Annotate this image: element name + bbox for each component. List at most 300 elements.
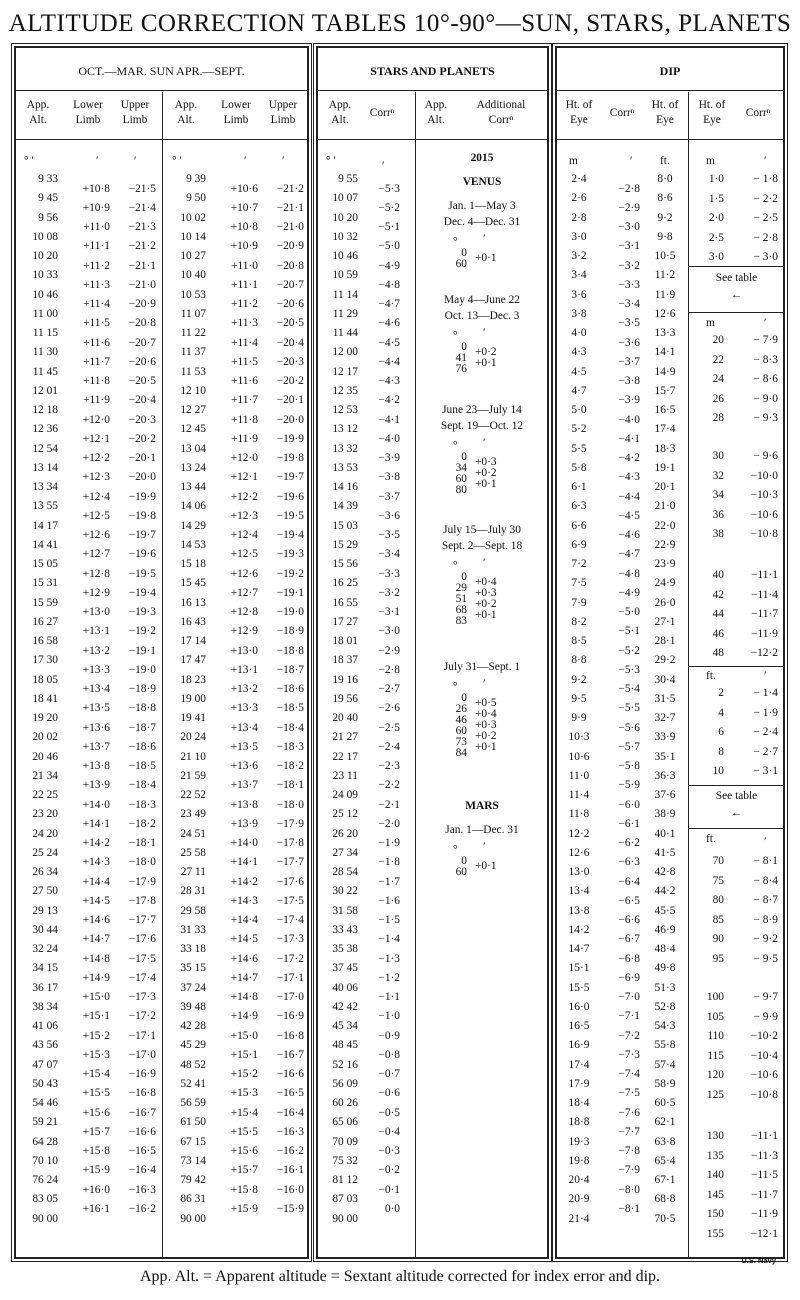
sun-oct-upper-corr: −18·5: [128, 760, 156, 773]
sun-apr-upper-corr: −20·9: [276, 240, 304, 253]
row-rule: [16, 90, 307, 91]
sun-apr-upper-corr: −20·2: [276, 375, 304, 388]
sun-apr-lower-corr: +13·2: [230, 683, 258, 696]
sun-apr-lower-corr: +11·6: [231, 375, 258, 388]
dip-height-ft-cell: 55·8: [654, 1039, 676, 1052]
venus-3-alt: 80: [455, 484, 467, 496]
sun-oct-upper-corr: −19·4: [128, 586, 156, 599]
dip-r6-height: 95: [712, 952, 724, 965]
sun-apr-upper-corr: −16·9: [276, 1010, 304, 1023]
dip-r7-corr: − 9·9: [753, 1010, 778, 1023]
sun-apr-lower-corr: +15·8: [230, 1183, 258, 1196]
stars-corr-cell: −4·1: [378, 413, 400, 426]
stars-alt-cell: 15 29: [332, 538, 358, 551]
stars-alt-cell: 12 17: [332, 365, 358, 378]
dip-r6-height: 90: [712, 933, 724, 945]
sun-oct-alt-cell: 54 46: [32, 1097, 58, 1109]
dip-r3-corr: −10·6: [750, 508, 778, 521]
sun-apr-alt-cell: 23 49: [180, 808, 206, 821]
sun-apr-upper-corr: −17·6: [276, 875, 304, 888]
dip-height-m-cell: 11·4: [568, 789, 590, 801]
sun-oct-lower-corr: +13·0: [82, 606, 110, 619]
stars-alt-cell: 16 25: [332, 577, 358, 590]
venus-4-alt: 83: [455, 615, 467, 627]
sun-oct-lower-corr: +13·8: [82, 760, 110, 773]
sun-apr-lower-corr: +10·9: [230, 240, 258, 253]
dip-height-m-cell: 13·8: [568, 904, 590, 917]
sun-apr-upper-corr: −19·1: [276, 586, 304, 599]
sun-oct-upper-limb-header-l1: Upper: [120, 99, 150, 111]
sun-apr-lower-corr: +12·8: [230, 606, 258, 619]
sun-apr-alt-cell: 17 47: [180, 654, 206, 667]
dip-r6-ft-unit: ft.: [706, 833, 716, 845]
dip-height-ft-cell: 17·4: [654, 423, 676, 436]
row-rule: [688, 785, 783, 786]
sun-apr-alt-cell: 17 14: [180, 635, 206, 647]
sun-apr-units: ° ′: [172, 155, 182, 167]
dip-ht-eye-m-header-l1: Ht. of: [565, 99, 593, 111]
dip-corr-right-header: Corrⁿ: [745, 107, 771, 119]
sun-apr-lower-corr: +11·4: [231, 336, 258, 349]
stars-corr-cell: −1·0: [378, 1010, 400, 1023]
venus-4-min-unit: ′: [483, 557, 486, 569]
sun-apr-alt-cell: 21 10: [180, 750, 206, 763]
stars-corr-cell: −3·9: [378, 452, 400, 465]
dip-height-m-cell: 9·2: [571, 673, 587, 686]
stars-alt-cell: 23 11: [332, 769, 358, 782]
sun-oct-lower-corr: +12·3: [82, 471, 110, 484]
sun-oct-lower-corr: +14·4: [82, 875, 110, 888]
dip-r2-height: 26: [712, 392, 724, 405]
sun-oct-alt-cell: 19 20: [32, 712, 58, 724]
stars-corr-cell: −5·3: [378, 182, 400, 195]
stars-corr-cell: −4·8: [378, 278, 400, 291]
dip-r3-height: 30: [712, 450, 724, 462]
venus-5-corr: +0·5: [475, 697, 497, 709]
dip-height-m-cell: 5·5: [571, 442, 587, 455]
venus-1-alt: 60: [455, 258, 467, 270]
sun-apr-alt-cell: 11 37: [180, 346, 206, 359]
dip-height-ft-cell: 18·3: [654, 442, 676, 455]
stars-corr-cell: −2·8: [378, 663, 400, 676]
dip-height-ft-cell: 65·4: [654, 1154, 676, 1167]
stars-alt-cell: 10 20: [332, 211, 358, 224]
sun-apr-lower-corr: +14·1: [230, 856, 258, 869]
sun-apr-alt-cell: 21 59: [180, 769, 206, 782]
sun-oct-lower-corr: +13·5: [82, 702, 110, 715]
stars-corr-cell: −4·6: [378, 317, 400, 330]
sun-apr-alt-cell: 12 27: [180, 404, 206, 416]
sun-oct-lower-corr: +12·8: [82, 567, 110, 580]
dip-r7-corr: − 9·7: [753, 991, 778, 1003]
mars-min-unit: ′: [483, 841, 486, 853]
venus-label: VENUS: [462, 176, 502, 188]
dip-height-m-cell: 10·3: [568, 731, 590, 744]
sun-apr-upper-corr: −16·3: [276, 1125, 304, 1138]
dip-height-m-cell: 17·4: [568, 1058, 590, 1071]
stars-corr-units: ′: [382, 160, 385, 172]
dip-r6-corr: − 8·4: [753, 874, 778, 887]
dip-r3-height: 38: [712, 528, 724, 540]
dip-corr-cell: −4·0: [618, 413, 640, 426]
sun-oct-upper-corr: −16·3: [128, 1183, 156, 1196]
dip-corr-cell: −6·5: [618, 894, 640, 907]
sun-oct-upper-corr: −17·7: [128, 914, 156, 927]
dip-r7-height: 115: [707, 1049, 724, 1062]
sun-apr-upper-corr: −16·4: [276, 1106, 304, 1119]
sun-oct-upper-corr: −16·5: [128, 1145, 156, 1158]
stars-alt-cell: 22 17: [332, 750, 358, 763]
dip-corr-cell: −5·5: [618, 702, 640, 715]
sun-apr-upper-corr: −21·0: [276, 221, 304, 234]
sun-apr-upper-corr: −17·1: [276, 971, 304, 984]
sun-header: OCT.—MAR. SUN APR.—SEPT.: [78, 64, 245, 78]
stars-alt-cell: 27 34: [332, 846, 358, 859]
sun-apr-upper-corr: −19·2: [276, 567, 304, 580]
stars-alt-cell: 15 56: [332, 558, 358, 570]
stars-alt-cell: 11 29: [332, 307, 358, 320]
dip-height-m-cell: 3·6: [571, 288, 587, 301]
dip-corr-cell: −7·4: [618, 1068, 640, 1081]
dip-corr-units: ′: [630, 155, 633, 167]
dip-height-m-cell: 19·8: [568, 1154, 590, 1167]
sun-apr-lower-corr: +15·5: [230, 1125, 258, 1138]
dip-corr-cell: −4·4: [618, 490, 640, 503]
sun-oct-alt-cell: 20 46: [32, 750, 58, 763]
sun-apr-lower-corr: +11·0: [231, 259, 258, 272]
sun-apr-alt-cell: 52 41: [180, 1077, 206, 1090]
dip-height-m-cell: 3·0: [571, 230, 587, 243]
sun-apr-lower-corr: +12·2: [230, 490, 258, 503]
stars-corr-cell: −4·9: [378, 259, 400, 272]
sun-apr-alt-cell: 9 39: [186, 173, 206, 185]
sun-apr-alt-cell: 10 14: [180, 230, 206, 243]
row-rule: [688, 266, 783, 267]
dip-height-m-cell: 9·9: [571, 712, 587, 724]
dip-corr-cell: −3·4: [618, 298, 640, 311]
dip-corr-cell: −7·1: [618, 1010, 640, 1023]
stars-corr-cell: −4·0: [378, 432, 400, 445]
dip-height-m-cell: 3·2: [571, 250, 587, 262]
dip-height-ft-cell: 29·2: [654, 654, 676, 667]
venus-2-alt: 41: [455, 352, 467, 364]
stars-corr-cell: −4·7: [378, 298, 400, 311]
sun-apr-alt-cell: 16 13: [180, 596, 206, 609]
stars-alt-cell: 65 06: [332, 1116, 358, 1129]
sun-apr-alt-cell: 39 48: [180, 1000, 206, 1013]
dip-height-m-cell: 15·1: [568, 962, 590, 975]
dip-height-m-cell: 20·9: [568, 1193, 590, 1206]
sun-apr-upper-corr: −17·5: [276, 894, 304, 907]
sun-oct-alt-cell: 11 30: [32, 346, 58, 359]
dip-corr-cell: −5·9: [618, 779, 640, 792]
dip-height-m-cell: 9·5: [571, 692, 587, 705]
dip-height-ft-cell: 8·6: [657, 192, 673, 205]
planets-app-alt-header-l1: App.: [424, 99, 448, 111]
stars-corr-cell: −0·4: [378, 1125, 400, 1138]
dip-height-m-cell: 11·8: [568, 808, 590, 821]
stars-alt-cell: 20 40: [332, 712, 358, 724]
dip-height-m-cell: 8·5: [571, 635, 587, 647]
sun-oct-alt-cell: 30 44: [32, 923, 58, 936]
mars-alt: 60: [455, 866, 467, 878]
dip-height-ft-cell: 38·9: [654, 808, 676, 821]
venus-2-date-range: May 4—June 22: [444, 294, 520, 306]
dip-corr-cell: −4·6: [618, 529, 640, 542]
sun-apr-upper-corr: −19·3: [276, 548, 304, 561]
venus-3-min-unit: ′: [483, 437, 486, 449]
venus-5-alt: 0: [461, 692, 467, 704]
sun-apr-alt-cell: 37 24: [180, 981, 206, 994]
dip-height-ft-cell: 33·9: [654, 731, 676, 744]
stars-corr-cell: −2·2: [378, 779, 400, 792]
sun-oct-upper-corr: −17·4: [128, 971, 156, 984]
dip-r5-corr: − 1·9: [753, 706, 778, 719]
sun-oct-lower-corr: +15·2: [82, 1029, 110, 1042]
sun-oct-upper-corr: −19·6: [128, 548, 156, 561]
sun-oct-lower-corr: +13·3: [82, 663, 110, 676]
dip-corr-cell: −7·9: [618, 1164, 640, 1177]
dip-r6-height: 70: [712, 855, 724, 867]
row-rule: [688, 828, 783, 829]
planets-additional-header: Additional: [476, 99, 526, 111]
venus-3-corr: +0·2: [475, 467, 497, 479]
venus-4-alt: 51: [455, 593, 467, 605]
sun-oct-lower-corr: +11·8: [83, 375, 110, 388]
sun-apr-alt-cell: 12 10: [180, 384, 206, 397]
column-rule: [415, 92, 416, 1257]
sun-apr-upper-corr: −18·1: [276, 779, 304, 792]
dip-height-ft-cell: 68·8: [654, 1193, 676, 1206]
sun-apr-upper-corr: −18·3: [276, 740, 304, 753]
sun-oct-alt-cell: 50 43: [32, 1077, 58, 1090]
dip-corr-cell: −2·8: [618, 182, 640, 195]
dip-corr-cell: −6·6: [618, 914, 640, 927]
stars-alt-cell: 35 38: [332, 943, 358, 955]
sun-oct-alt-cell: 17 30: [32, 654, 58, 667]
stars-corr-cell: −3·4: [378, 548, 400, 561]
mars-date-range: Jan. 1—Dec. 31: [445, 824, 519, 836]
row-rule: [318, 90, 547, 91]
dip-r2-height: 22: [712, 353, 724, 366]
sun-oct-lower-corr: +15·1: [82, 1010, 110, 1023]
dip-ht-eye-right-header-l1: Ht. of: [698, 99, 726, 111]
sun-oct-lower-corr: +16·1: [82, 1202, 110, 1215]
sun-apr-alt-cell: 10 53: [180, 288, 206, 301]
dip-height-m-cell: 2·8: [571, 211, 587, 224]
dip-corr-cell: −8·1: [618, 1202, 640, 1215]
dip-height-ft-cell: 57·4: [654, 1058, 676, 1071]
sun-oct-upper-corr: −17·1: [128, 1029, 156, 1042]
dip-corr-cell: −8·0: [618, 1183, 640, 1196]
sun-apr-app-alt-header-l1: App.: [174, 99, 198, 111]
sun-apr-alt-cell: 90 00: [180, 1212, 206, 1225]
sun-apr-lower-corr: +13·5: [230, 740, 258, 753]
dip-r3-corr: −10·0: [750, 469, 778, 482]
stars-corr-cell: −4·3: [378, 375, 400, 388]
dip-height-ft-cell: 52·8: [654, 1000, 676, 1013]
stars-alt-cell: 87 03: [332, 1193, 358, 1206]
dip-r4-height: 46: [712, 627, 724, 640]
sun-oct-alt-cell: 15 05: [32, 558, 58, 570]
dip-header: DIP: [659, 64, 681, 78]
dip-height-ft-cell: 22·0: [654, 519, 676, 532]
dip-height-m-cell: 13·4: [568, 885, 590, 898]
sun-oct-lower-limb-header-l2: Limb: [75, 114, 101, 126]
sun-oct-lower-corr: +11·0: [83, 221, 110, 234]
sun-apr-lower-corr: +12·9: [230, 625, 258, 638]
sun-oct-alt-cell: 9 45: [38, 192, 58, 205]
dip-corr-cell: −4·3: [618, 471, 640, 484]
sun-oct-upper-corr: −16·2: [128, 1202, 156, 1215]
sun-oct-lower-corr: +15·8: [82, 1145, 110, 1158]
dip-corr-cell: −6·4: [618, 875, 640, 888]
sun-apr-upper-corr: −18·7: [276, 663, 304, 676]
stars-corr-cell: −3·6: [378, 509, 400, 522]
sun-oct-upper-corr: −21·1: [128, 259, 156, 272]
sun-apr-lower-corr: +12·3: [230, 509, 258, 522]
sun-apr-lower-corr: +14·6: [230, 952, 258, 965]
dip-corr-cell: −7·7: [618, 1125, 640, 1138]
stars-alt-cell: 40 06: [332, 981, 358, 994]
sun-oct-upper-corr: −16·7: [128, 1106, 156, 1119]
sun-oct-upper-corr: −18·0: [128, 856, 156, 869]
sun-apr-upper-corr: −20·1: [276, 394, 304, 407]
stars-corr-cell: −1·2: [378, 971, 400, 984]
dip-r1-height: 2·0: [708, 212, 724, 224]
stars-app-alt-header-l2: Alt.: [331, 114, 349, 126]
sun-oct-lower-corr: +11·2: [83, 259, 110, 272]
sun-apr-lower-corr: +11·9: [231, 432, 258, 445]
dip-r2-corr: − 9·0: [753, 392, 778, 405]
sun-apr-upper-corr: −16·8: [276, 1029, 304, 1042]
stars-corr-cell: −3·3: [378, 567, 400, 580]
dip-r5-height: 2: [718, 687, 724, 699]
sun-oct-lower-corr: +10·9: [82, 201, 110, 214]
dip-r5-ft-unit: ft.: [706, 670, 716, 682]
sun-oct-upper-corr: −19·2: [128, 625, 156, 638]
dip-r8-corr: −12·1: [750, 1227, 778, 1240]
stars-corr-cell: −0·5: [378, 1106, 400, 1119]
sun-oct-upper-corr: −21·2: [128, 240, 156, 253]
dip-height-m-cell: 17·9: [568, 1077, 590, 1090]
dip-r4-height: 42: [712, 588, 724, 601]
dip-r8-corr: −11·7: [751, 1188, 778, 1201]
sun-apr-alt-cell: 67 15: [180, 1135, 206, 1148]
dip-r2-height: 24: [712, 373, 724, 385]
dip-corr-cell: −6·7: [618, 933, 640, 946]
sun-apr-alt-cell: 11 22: [180, 327, 206, 339]
stars-corr-cell: −1·3: [378, 952, 400, 965]
sun-apr-alt-cell: 20 24: [180, 731, 206, 744]
sun-oct-upper-corr: −19·0: [128, 663, 156, 676]
dip-height-m-cell: 13·0: [568, 866, 590, 878]
sun-apr-lower-corr: +11·3: [231, 317, 258, 330]
sun-oct-lower-corr: +12·7: [82, 548, 110, 561]
sun-oct-upper-corr: −19·9: [128, 490, 156, 503]
sun-oct-upper-corr: −20·1: [128, 452, 156, 465]
sun-oct-upper-corr: −17·0: [128, 1048, 156, 1061]
dip-height-m-cell: 6·1: [571, 481, 587, 493]
sun-oct-lower-corr: +13·2: [82, 644, 110, 657]
sun-oct-lower-corr: +14·3: [82, 856, 110, 869]
stars-corr-cell: −1·8: [378, 856, 400, 869]
stars-corr-cell: −3·7: [378, 490, 400, 503]
dip-corr-cell: −5·2: [618, 644, 640, 657]
sun-apr-upper-corr: −15·9: [276, 1202, 304, 1215]
dip-r4-corr: −11·7: [751, 608, 778, 620]
sun-apr-alt-cell: 15 45: [180, 577, 206, 590]
sun-oct-upper-corr: −20·5: [128, 375, 156, 388]
dip-height-ft-cell: 46·9: [654, 923, 676, 936]
venus-1-date-range: Jan. 1—May 3: [448, 200, 516, 212]
dip-r7-corr: −10·8: [750, 1088, 778, 1101]
sun-apr-upper-corr: −20·7: [276, 278, 304, 291]
sun-oct-alt-cell: 18 05: [32, 673, 58, 686]
mars-label: MARS: [465, 800, 499, 812]
dip-r6-min-unit: ′: [764, 836, 767, 848]
dip-r7-height: 105: [706, 1010, 724, 1023]
mars-corr: +0·1: [475, 860, 497, 872]
venus-1-min-unit: ′: [483, 233, 486, 245]
dip-height-ft-cell: 19·1: [654, 461, 676, 474]
stars-alt-cell: 13 32: [332, 442, 358, 455]
stars-alt-cell: 28 54: [332, 866, 358, 878]
sun-oct-lower-corr: +14·1: [82, 817, 110, 830]
dip-r1-height: 1·0: [708, 173, 724, 185]
dip-height-m-cell: 2·6: [571, 192, 587, 205]
sun-oct-upper-corr: −18·8: [128, 702, 156, 715]
sun-oct-alt-cell: 12 01: [32, 384, 58, 397]
sun-oct-upper-corr: −20·8: [128, 317, 156, 330]
venus-4-date-range: Sept. 2—Sept. 18: [441, 540, 523, 552]
sun-oct-alt-cell: 13 55: [32, 500, 58, 513]
stars-alt-cell: 19 16: [332, 673, 358, 686]
stars-alt-cell: 18 01: [332, 635, 358, 647]
dip-height-ft-cell: 41·5: [654, 846, 676, 859]
dip-corr-cell: −5·3: [618, 663, 640, 676]
sun-apr-lower-limb-header-l1: Lower: [221, 99, 251, 111]
stars-alt-cell: 33 43: [332, 923, 358, 936]
dip-height-ft-cell: 9·2: [657, 211, 673, 224]
dip-r8-height: 155: [706, 1227, 724, 1240]
sun-oct-lower-corr: +14·8: [82, 952, 110, 965]
dip-r8-height: 140: [706, 1169, 724, 1181]
sun-oct-upper-corr: −20·4: [128, 394, 156, 407]
dip-height-ft-cell: 11·9: [654, 288, 676, 301]
venus-3-alt: 34: [455, 462, 467, 474]
stars-alt-cell: 12 35: [332, 384, 358, 397]
sun-apr-upper-corr: −20·6: [276, 298, 304, 311]
sun-apr-lower-corr: +13·8: [230, 798, 258, 811]
sun-apr-upper-corr: −17·4: [276, 914, 304, 927]
sun-apr-alt-cell: 35 15: [180, 962, 206, 975]
dip-r8-corr: −11·3: [751, 1149, 778, 1162]
dip-r1-corr: − 2·2: [753, 192, 778, 205]
dip-corr-cell: −7·5: [618, 1087, 640, 1100]
planets-app-alt-header-l2: Alt.: [427, 114, 445, 126]
sun-oct-lower-corr: +12·5: [82, 509, 110, 522]
planets-year: 2015: [470, 152, 494, 164]
sun-apr-upper-corr: −16·6: [276, 1068, 304, 1081]
stars-alt-cell: 26 20: [332, 827, 358, 840]
sun-oct-upper-corr: −16·8: [128, 1087, 156, 1100]
sun-oct-lower-corr: +12·4: [82, 490, 110, 503]
sun-apr-lower-corr: +13·3: [230, 702, 258, 715]
dip-height-ft-cell: 49·8: [654, 962, 676, 975]
stars-corr-cell: −3·5: [378, 529, 400, 542]
venus-2-date-range: Oct. 13—Dec. 3: [444, 310, 520, 322]
